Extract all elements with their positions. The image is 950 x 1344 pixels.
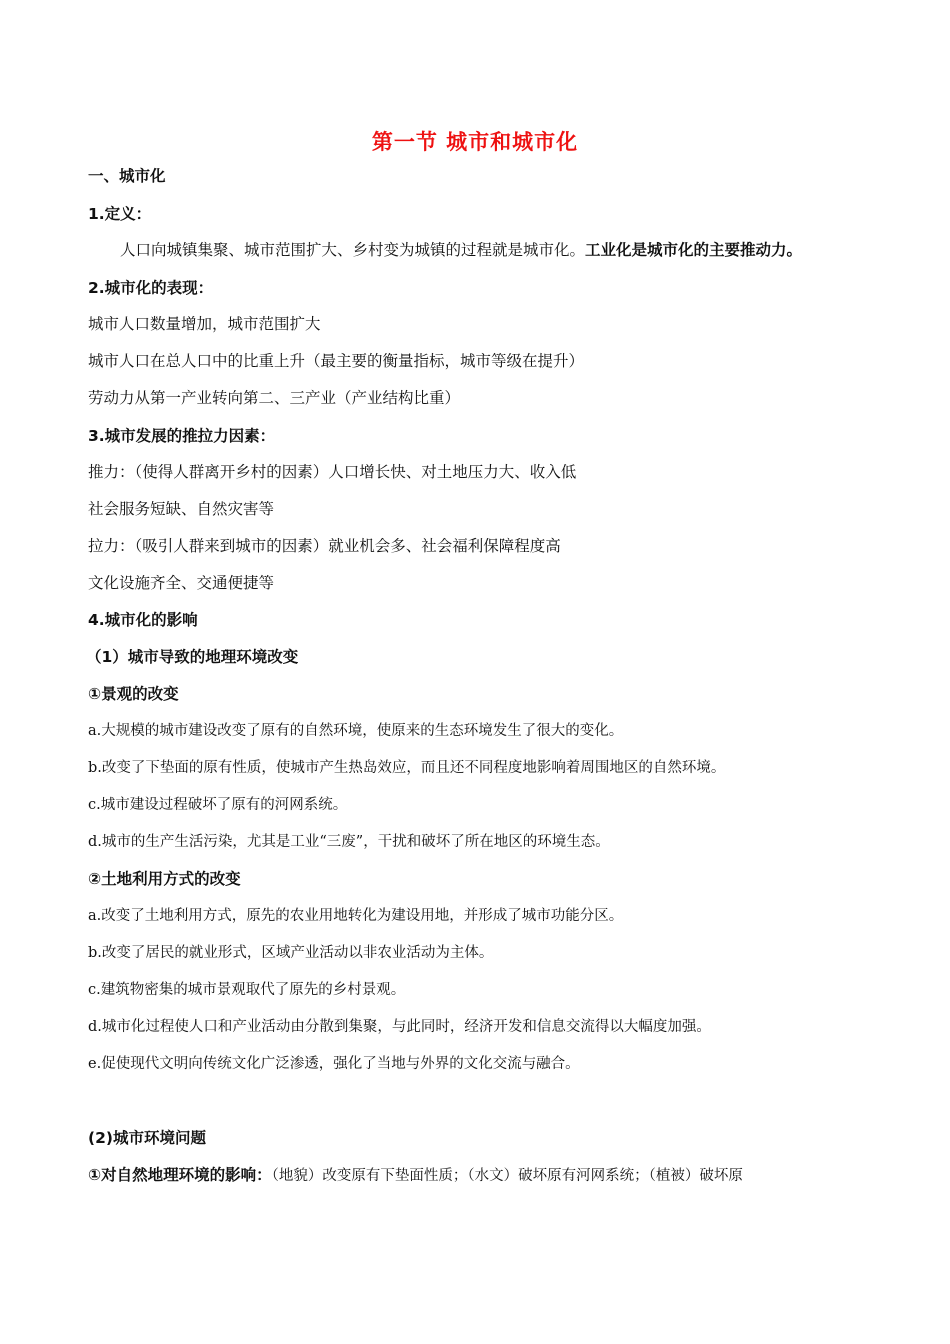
definition-heading: 1.定义： <box>88 205 152 223</box>
landscape-item-b: b.改变了下垫面的原有性质，使城市产生热岛效应，而且还不同程度地影响着周围地区的自然环境。 <box>88 760 726 776</box>
pull-factor-line-1: 拉力：（吸引人群来到城市的因素）就业机会多、社会福利保障程度高 <box>88 537 561 555</box>
environment-impact-text: （地貌）改变原有下垫面性质；（水文）破坏原有河网系统；（植被）破坏原 <box>271 1168 743 1184</box>
definition-bold-text: 工业化是城市化的主要推动力。 <box>585 241 803 259</box>
page-title: 第一节 城市和城市化 <box>371 130 579 154</box>
performance-heading: 2.城市化的表现： <box>88 279 214 297</box>
section-heading-urbanization: 一、城市化 <box>88 167 166 185</box>
landscape-item-d: d.城市的生产生活污染，尤其是工业“三废”，干扰和破坏了所在地区的环境生态。 <box>88 834 610 850</box>
landscape-item-a: a.大规模的城市建设改变了原有的自然环境，使原来的生态环境发生了很大的变化。 <box>88 723 624 739</box>
land-use-item-d: d.城市化过程使人口和产业活动由分散到集聚，与此同时，经济开发和信息交流得以大幅度加强。 <box>88 1019 711 1035</box>
performance-item-2: 城市人口在总人口中的比重上升（最主要的衡量指标，城市等级在提升） <box>88 352 585 370</box>
landscape-item-c: c.城市建设过程破坏了原有的河网系统。 <box>88 797 348 813</box>
definition-text: 人口向城镇集聚、城市范围扩大、乡村变为城镇的过程就是城市化。 <box>120 241 586 259</box>
impact-subheading-2: (2)城市环境问题 <box>88 1129 206 1147</box>
impact-subheading-1: （1）城市导致的地理环境改变 <box>86 648 299 666</box>
performance-item-1: 城市人口数量增加，城市范围扩大 <box>88 315 321 333</box>
push-factor-line-2: 社会服务短缺、自然灾害等 <box>88 500 275 518</box>
environment-impact-label: ①对自然地理环境的影响： <box>88 1166 272 1184</box>
push-pull-heading: 3.城市发展的推拉力因素： <box>88 427 276 445</box>
land-use-item-b: b.改变了居民的就业形式，区域产业活动以非农业活动为主体。 <box>88 945 494 961</box>
performance-item-3: 劳动力从第一产业转向第二、三产业（产业结构比重） <box>88 389 461 407</box>
land-use-heading: ②土地利用方式的改变 <box>88 870 241 888</box>
definition-paragraph <box>120 240 802 260</box>
pull-factor-line-2: 文化设施齐全、交通便捷等 <box>88 574 275 592</box>
land-use-item-a: a.改变了土地利用方式，原先的农业用地转化为建设用地，并形成了城市功能分区。 <box>88 908 624 924</box>
push-factor-line-1: 推力：（使得人群离开乡村的因素）人口增长快、对土地压力大、收入低 <box>88 463 577 481</box>
land-use-item-e: e.促使现代文明向传统文化广泛渗透，强化了当地与外界的文化交流与融合。 <box>88 1056 580 1072</box>
impact-heading: 4.城市化的影响 <box>88 611 198 629</box>
landscape-heading: ①景观的改变 <box>88 685 179 703</box>
environment-impact-line <box>88 1165 743 1186</box>
land-use-item-c: c.建筑物密集的城市景观取代了原先的乡村景观。 <box>88 982 406 998</box>
